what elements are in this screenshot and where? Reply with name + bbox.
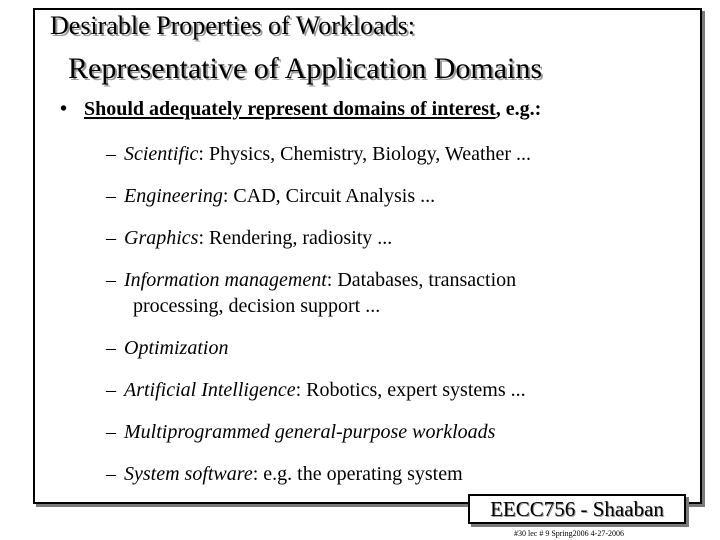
item-term: System software: [124, 463, 253, 485]
item-term: Multiprogrammed general-purpose workloads: [124, 421, 496, 443]
footer-label-box: [468, 494, 686, 524]
item-term: Artificial Intelligence: [124, 379, 296, 401]
item-text: : e.g. the operating system: [252, 463, 463, 485]
dash-symbol: –: [106, 227, 116, 249]
footer-label: EECC756 - Shaaban: [490, 497, 664, 521]
list-item-multiprogrammed: [106, 419, 495, 445]
item-term: Optimization: [124, 337, 229, 359]
bullet-underlined-text: Should adequately represent domains of interest: [84, 98, 496, 120]
item-continuation: processing, decision support ...: [133, 295, 381, 317]
list-item-system-software: [106, 461, 463, 487]
item-text: : Physics, Chemistry, Biology, Weather ...: [198, 143, 532, 165]
item-text: : CAD, Circuit Analysis ...: [222, 185, 436, 207]
item-text: : Rendering, radiosity ...: [198, 227, 393, 249]
item-text: : Databases, transaction: [326, 269, 517, 291]
item-term: Engineering: [124, 185, 223, 207]
item-text: : Robotics, expert systems ...: [295, 379, 526, 401]
dash-symbol: –: [106, 337, 116, 359]
item-term: Scientific: [124, 143, 199, 165]
slide-title-line2: Representative of Application Domains: [68, 52, 543, 85]
list-item-optimization: [106, 335, 228, 361]
list-item-scientific: [106, 141, 531, 167]
bullet-symbol: •: [60, 98, 68, 120]
slide-title-line1: Desirable Properties of Workloads:: [50, 11, 415, 40]
item-term: Graphics: [124, 227, 199, 249]
dash-symbol: –: [106, 421, 116, 443]
dash-symbol: –: [106, 143, 116, 165]
slide-info: #30 lec # 9 Spring2006 4-27-2006: [514, 529, 624, 538]
main-bullet: [60, 96, 541, 122]
dash-symbol: –: [106, 463, 116, 485]
dash-symbol: –: [106, 185, 116, 207]
dash-symbol: –: [106, 379, 116, 401]
dash-symbol: –: [106, 269, 116, 291]
list-item-engineering: [106, 183, 435, 209]
list-item-artificial-intelligence: [106, 377, 526, 403]
list-item-information-management: [106, 267, 516, 319]
bullet-rest-text: , e.g.:: [495, 98, 542, 120]
list-item-graphics: [106, 225, 392, 251]
item-term: Information management: [124, 269, 327, 291]
